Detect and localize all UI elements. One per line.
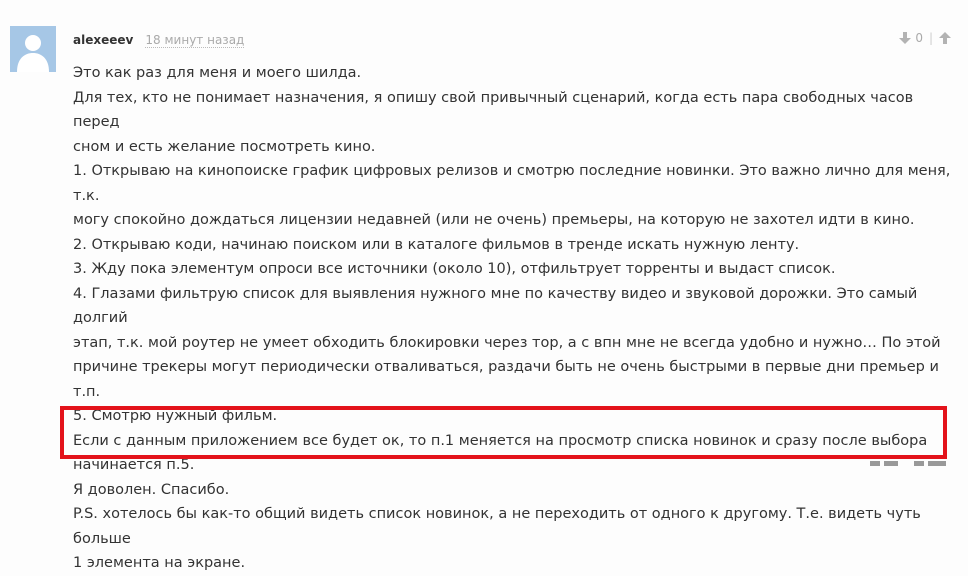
highlight-box	[60, 406, 947, 459]
comment-line: 1. Открываю на кинопоиске график цифровых релизов и смотрю последние новинки. Это важно лично для меня, т.к.	[73, 163, 951, 204]
vote-score: 0	[915, 31, 923, 45]
comment-body	[73, 61, 953, 576]
cut-off-toolbar-icons	[870, 458, 950, 466]
comment-line: Если с данным приложением все будет ок, то п.1 меняется на просмотр списка новинок и сразу после выбора	[73, 432, 928, 449]
comment-line: могу спокойно дождаться лицензии недавней (или не очень) премьеры, на которую не захотел идти в кино.	[73, 212, 915, 228]
comment-line: причине трекеры могут периодически отваливаться, раздачи быть не очень быстрыми в первые дни премьер и т.п.	[73, 359, 939, 400]
vote-separator: |	[928, 31, 933, 45]
comment-line: Для тех, кто не понимает назначения, я опишу свой привычный сценарий, когда есть пара свободных часов перед	[73, 89, 914, 130]
comment-line: 3. Жду пока элементум опроси все источники (около 10), отфильтрует торренты и выдаст список.	[73, 261, 836, 277]
comment-line: 4. Глазами фильтрую список для выявления нужного мне по качеству видео и звуковой дорожки. Это самый долгий	[73, 285, 918, 326]
comment-time[interactable]: 18 минут назад	[145, 33, 245, 47]
comment-line: этап, т.к. мой роутер не умеет обходить блокировки через тор, а с впн мне не всегда удобно и нужно… По этой	[73, 334, 941, 351]
avatar[interactable]	[10, 26, 56, 72]
comment-line: начинается п.5.	[73, 457, 195, 473]
comment-line: Это как раз для меня и моего шилда.	[73, 65, 362, 81]
comment-header	[73, 29, 244, 47]
vote-controls	[899, 29, 951, 47]
comment-line: сном и есть желание посмотреть кино.	[73, 138, 376, 155]
author-name[interactable]: alexeeev	[73, 33, 134, 47]
comment-line: Я доволен. Спасибо.	[73, 481, 230, 498]
arrow-up-icon[interactable]	[939, 31, 951, 45]
comment-line: 1 элемента на экране.	[73, 555, 246, 571]
comment-line: 5. Смотрю нужный фильм.	[73, 408, 278, 424]
comment-line: 2. Открываю коди, начинаю поиском или в каталоге фильмов в тренде искать нужную ленту.	[73, 236, 800, 253]
default-user-avatar-icon	[10, 26, 56, 72]
comment-line: P.S. хотелось бы как-то общий видеть список новинок, а не переходить от одного к другому. Т.е. видеть чуть больше	[73, 506, 921, 547]
arrow-down-icon[interactable]	[899, 31, 911, 45]
